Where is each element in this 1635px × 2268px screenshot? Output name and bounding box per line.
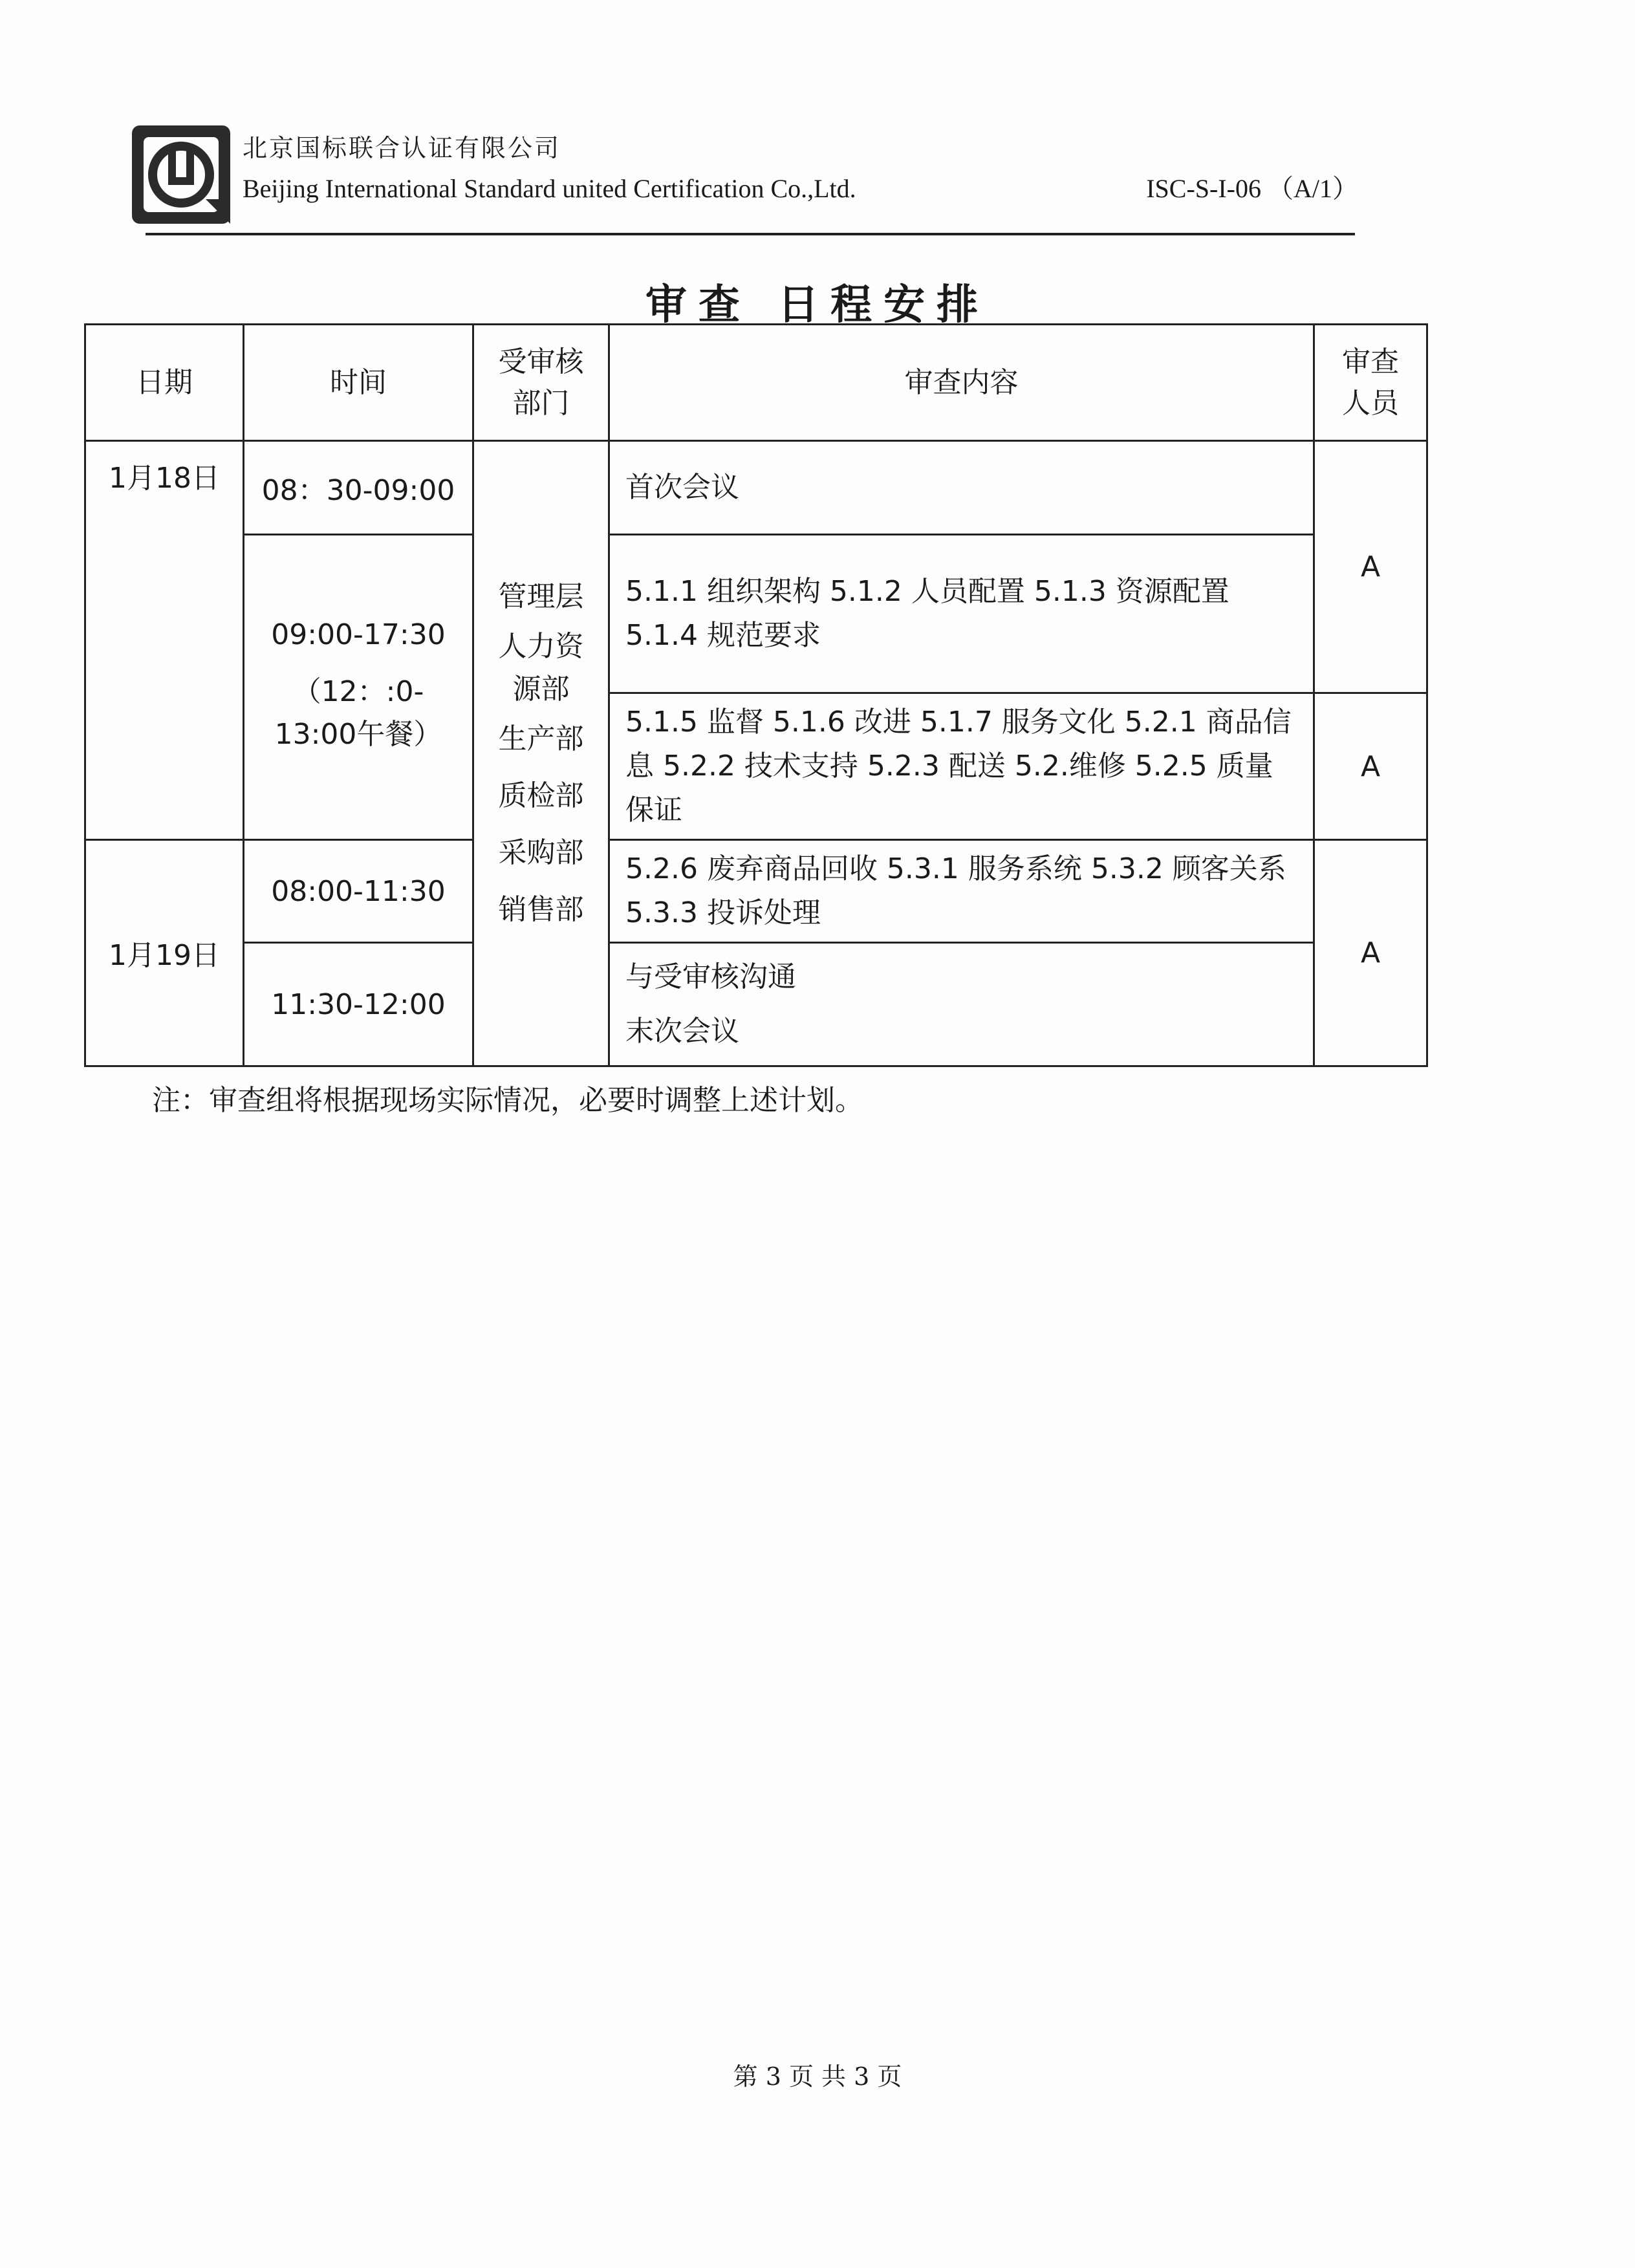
day1-date: 1月18日 (85, 441, 244, 840)
header-divider (146, 233, 1355, 235)
header-time: 时间 (244, 325, 473, 441)
table-row (85, 441, 1427, 535)
table-header-row (85, 325, 1427, 441)
dept-item: 采购部 (498, 836, 584, 869)
day2-slot1-time: 08:00-11:30 (244, 840, 473, 943)
company-name-cn: 北京国标联合认证有限公司 (243, 134, 561, 162)
company-name-en: Beijing International Standard united Certification Co.,Ltd. (243, 174, 856, 203)
document-title: 审查 日程安排 (645, 281, 990, 329)
day1-slot2-content-b: 5.1.5 监督 5.1.6 改进 5.1.7 服务文化 5.2.1 商品信息 5.2.2 技术支持 5.2.3 配送 5.2.维修 5.2.5 质量保证 (609, 693, 1314, 840)
day1-slot1-time: 08：30-09:00 (244, 441, 473, 535)
day2-slot2-time: 11:30-12:00 (244, 943, 473, 1066)
day2-slot2-content-line: 与受审核沟通 (625, 960, 796, 993)
header-date: 日期 (85, 325, 244, 441)
day1-staff-a: A (1314, 441, 1427, 693)
page-header (129, 123, 1358, 239)
company-logo-icon (129, 123, 233, 226)
day2-slot2-content (609, 943, 1314, 1066)
page-number: 第 3 页 共 3 页 (733, 2062, 902, 2091)
audit-schedule-table (84, 323, 1428, 1067)
dept-item: 生产部 (498, 722, 584, 755)
day1-slot2-content-a: 5.1.1 组织架构 5.1.2 人员配置 5.1.3 资源配置 5.1.4 规范要求 (609, 535, 1314, 693)
day2-slot2-content-line: 末次会议 (625, 1015, 739, 1048)
dept-item: 质检部 (498, 779, 584, 812)
document-code: ISC-S-I-06 （A/1） (1146, 174, 1358, 203)
header-dept-label: 受审核部门 (498, 345, 584, 420)
day1-staff-b: A (1314, 693, 1427, 840)
day1-slot1-content: 首次会议 (609, 441, 1314, 535)
dept-item: 人力资源部 (498, 630, 584, 706)
table-row (85, 535, 1427, 693)
header-staff (1314, 325, 1427, 441)
header-content: 审查内容 (609, 325, 1314, 441)
day1-slot2-time: 09:00-17:30 (271, 618, 446, 651)
dept-item: 管理层 (498, 580, 584, 613)
day2-date: 1月19日 (85, 840, 244, 1066)
day2-slot1-content: 5.2.6 废弃商品回收 5.3.1 服务系统 5.3.2 顾客关系 5.3.3 投诉处理 (609, 840, 1314, 943)
day2-staff: A (1314, 840, 1427, 1066)
table-row (85, 943, 1427, 1066)
dept-cell (473, 441, 609, 1066)
day1-slot2-lunch: （12：:0-13:00午餐） (274, 675, 442, 751)
schedule-note: 注：审查组将根据现场实际情况，必要时调整上述计划。 (152, 1084, 863, 1117)
table-row (85, 840, 1427, 943)
dept-item: 销售部 (498, 893, 584, 926)
header-staff-label: 审查人员 (1342, 345, 1399, 420)
day1-slot2-time-cell (244, 535, 473, 840)
header-dept (473, 325, 609, 441)
